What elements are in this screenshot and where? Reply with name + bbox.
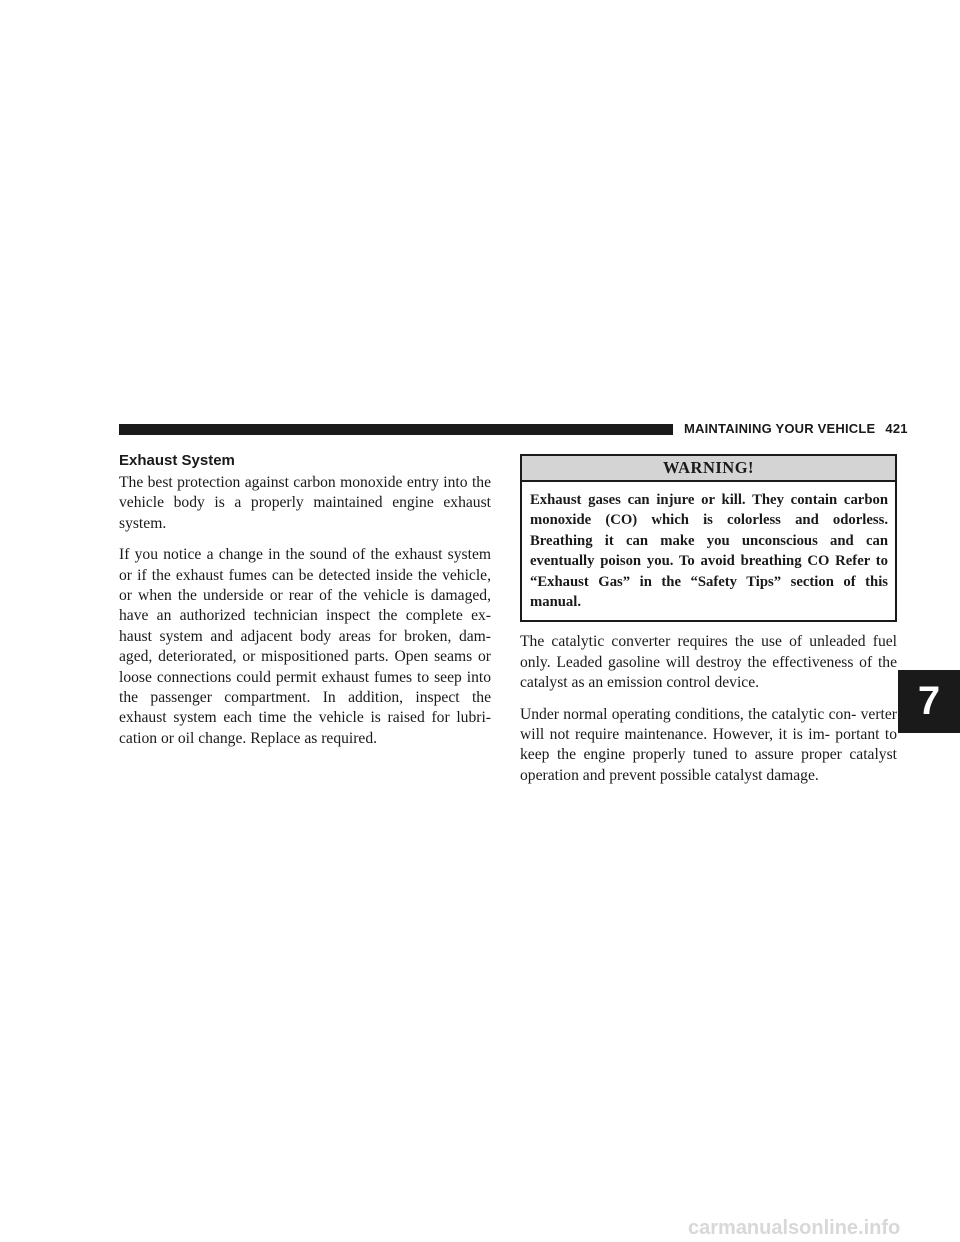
paragraph-catalytic-maintenance: Under normal operating conditions, the catalytic con- verter will not require maintenance. However, it is im- portant to keep the engine properly tuned to assure proper catalyst operation and prevent possible catalyst damage. — [520, 705, 897, 784]
chapter-tab: 7 — [898, 670, 960, 733]
left-column — [119, 451, 491, 760]
header-rule — [119, 424, 673, 435]
running-header — [684, 420, 908, 438]
warning-title: WARNING! — [522, 456, 895, 482]
warning-box — [520, 454, 897, 622]
header-section-title: MAINTAINING YOUR VEHICLE — [684, 421, 876, 436]
right-column — [520, 454, 897, 797]
paragraph-catalytic-fuel: The catalytic converter requires the use of unleaded fuel only. Leaded gasoline will destroy the effectiveness of the catalyst as an emission control device. — [520, 633, 897, 692]
warning-text: Exhaust gases can injure or kill. They contain carbon monoxide (CO) which is colorless and odorless. Breathing it can make you unconscious and can eventually poison you. To avoid breathing CO Refer to “Exhaust Gas” in the “Safety Tips” section of this manual. — [530, 492, 888, 611]
paragraph-exhaust-inspection: If you notice a change in the sound of the exhaust system or if the exhaust fumes can be detected inside the vehicle, or when the underside or rear of the vehicle is damaged, have an authorized technician inspect the complete ex- haust system and adjacent body areas for broken, dam- aged, deteriorated, or mispositioned parts. Open seams or loose connections could permit exhaust fumes to seep into the passenger compartment. In addition, inspect the exhaust system each time the vehicle is raised for lubri- cation or oil change. Replace as required. — [119, 546, 491, 747]
paragraph-exhaust-protection: The best protection against carbon monoxide entry into the vehicle body is a properly maintained engine exhaust system. — [119, 474, 491, 532]
watermark: carmanualsonline.info — [688, 1217, 901, 1239]
page-number: 421 — [885, 421, 908, 436]
section-title: Exhaust System — [119, 452, 235, 469]
